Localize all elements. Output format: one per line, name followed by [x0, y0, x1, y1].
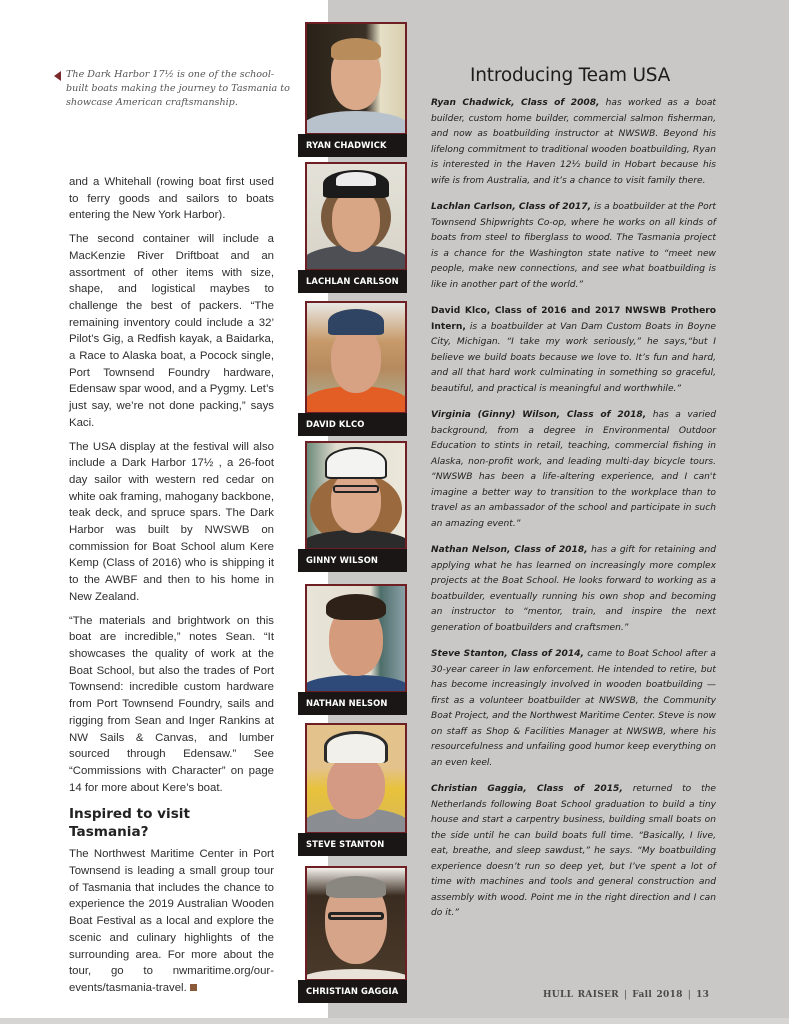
- folio-separator: |: [687, 990, 692, 1000]
- page-folio: [543, 990, 709, 1000]
- name-label-ryan-chadwick: RYAN CHADWICK: [298, 134, 407, 157]
- issue-date: Fall 2018: [632, 990, 683, 1000]
- bio-lead: Virginia (Ginny) Wilson, Class of 2018,: [431, 410, 647, 420]
- article-final-paragraph: [69, 846, 274, 996]
- caption-text: The Dark Harbor 17½ is one of the school-built boats making the journey to Tasmania to showcase American craftsmanship.: [66, 69, 290, 108]
- bio-text: has a varied background, from a degree in Environmental Outdoor Education to stints in retail, teaching, commercial fishing in Alaska, non-profit work, and leading multi-day bicycle tours. “NWSWB has been a life-altering experience, and I can't imagine a better way to transition to the workplace than to travel as an ambassador of the school and participate in such an amazing event.”: [431, 410, 716, 529]
- bio-ryan-chadwick: [431, 96, 716, 189]
- photo-ryan-chadwick: [305, 22, 407, 135]
- publication-name: HULL RAISER: [543, 990, 619, 1000]
- bio-text: has worked as a boat builder, custom home builder, commercial salmon fisherman, and now as boatbuilding instructor at NWSWB. Beyond his lifelong commitment to traditional wooden boatbuilding, Ryan is interested in the Haven 12½ build in Hobart because his wife is from Australia, and it’s a chance to visit family there.: [431, 98, 716, 186]
- bio-text: came to Boat School after a 30-year career in law enforcement. He intended to retire, but has become increasingly involved in wooden boatbuilding — first as a volunteer boatbuilder at NWSWB, the Community Boat Project, and the Northwest Maritime Center. Steve is now on staff as Shop & Facilities Manager at NWSWB, where his resourcefulness and unfailing good humor keep everything on an even keel.: [431, 649, 717, 768]
- article-paragraph: “The materials and brightwork on this boat are incredible,” notes Sean. “It showcases the quality of work at the Boat School, but also the trades of Port Townsend: incredible custom hardware from Port Townsend Foundry, sails and rigging from Sean and Inger Rankins at NW Sails & Canvas, and lumber sourced through Edensaw.” See “Commissions with Character” on page 14 for more about Kere’s boat.: [69, 614, 274, 794]
- photo-caption: [66, 68, 296, 110]
- name-label-nathan-nelson: NATHAN NELSON: [298, 692, 407, 715]
- bio-ginny-wilson: [431, 408, 716, 532]
- name-label-steve-stanton: STEVE STANTON: [298, 833, 407, 856]
- article-paragraph: The USA display at the festival will also include a Dark Harbor 17½ , a 26-foot day sailor with western red cedar on white oak framing, mahogany backbone, teak deck, and spruce spars. The Dark Harbor was built by NWSWB on commission for Boat School alum Kere Kemp (Class of 2016) who is shipping it to the AWBF and then to his home in New Zealand.: [69, 440, 274, 603]
- bio-text: has a gift for retaining and applying what he has learned on increasingly more complex projects at the Boat School. He looks forward to working as a boatbuilder, eventually running his own shop and becoming an instructor to “mentor, train, and inspire the next generation of boatbuilders and craftsmen.”: [431, 545, 716, 633]
- photo-lachlan-carlson: [305, 162, 407, 271]
- section-heading: Introducing Team USA: [470, 65, 671, 86]
- team-bios: [431, 96, 716, 933]
- bio-text: returned to the Netherlands following Boat School graduation to build a tiny house and start a carpentry business, building small boats on the side until he can build boats full time. “Basically, I live, eat, breathe, and sleep sawdust,” he says. “My boatbuilding experience doesn’t run so deep yet, but I’ve spent a lot of time with machines and tools and general construction and assembly with wood. Point me in the right direction and I can do it.”: [431, 784, 716, 918]
- bio-lead: Ryan Chadwick, Class of 2008,: [431, 98, 600, 108]
- article-paragraph: and a Whitehall (rowing boat first used to ferry goods and sailors to boats entering the New York Harbor).: [69, 176, 274, 222]
- subheading-tasmania: Inspired to visit Tasmania?: [69, 806, 190, 841]
- bio-steve-stanton: [431, 647, 716, 771]
- bio-lachlan-carlson: [431, 200, 716, 293]
- page-number: 13: [696, 990, 710, 1000]
- final-paragraph-text: The Northwest Maritime Center in Port Townsend is leading a small group tour of Tasmania that includes the chance to experience the 2019 Australian Wooden Boat Festival as a local and explore the scenic and culinary highlights of the surrounding area. For more about the tour, go to nwmaritime.org/our-events/tasmania-travel.: [69, 848, 274, 994]
- bio-lead: David Klco, Class of 2016 and 2017 NWSWB Prothero Intern,: [431, 306, 716, 332]
- bio-text: is a boatbuilder at the Port Townsend Shipwrights Co-op, where he works on all kinds of boats from steel to fiberglass to wood. The Tasmania project is a chance for the Washington state native to “meet new people, make new connections, and see what boatbuilding is like in another part of the world.”: [431, 202, 716, 290]
- caption-pointer-icon: [54, 71, 61, 81]
- bio-christian-gaggia: [431, 782, 716, 922]
- bio-lead: Nathan Nelson, Class of 2018,: [431, 545, 588, 555]
- folio-separator: |: [623, 990, 628, 1000]
- bio-lead: Steve Stanton, Class of 2014,: [431, 649, 584, 659]
- bio-text: is a boatbuilder at Van Dam Custom Boats in Boyne City, Michigan. “I take my work seriously,” he says,“but I believe we build boats because we love to. It’s fun and hard, and all that hard work culminating in something so graceful, beautiful, and practical is meaningful and worthwhile.”: [431, 321, 716, 394]
- name-label-ginny-wilson: GINNY WILSON: [298, 549, 407, 572]
- page-bottom-edge: [0, 1018, 789, 1024]
- photo-ginny-wilson: [305, 441, 407, 550]
- bio-nathan-nelson: [431, 543, 716, 636]
- photo-nathan-nelson: [305, 584, 407, 693]
- name-label-christian-gaggia: CHRISTIAN GAGGIA: [298, 980, 407, 1003]
- photo-steve-stanton: [305, 723, 407, 834]
- article-paragraph: The second container will include a MacKenzie River Driftboat and an assortment of other items with size, shape, and logistical maybes to challenge the best of packers. “The remaining inventory could include a 32’ Pilot’s Gig, a Redfish kayak, a Baidarka, a Race to Alaska boat, a Pocock single, Port Townsend Foundry hardware, Edensaw spar wood, and a Pygmy. Let’s just say, we’re not done packing,” says Kaci.: [69, 233, 274, 429]
- photo-christian-gaggia: [305, 866, 407, 981]
- name-label-lachlan-carlson: LACHLAN CARLSON: [298, 270, 407, 293]
- bio-david-klco: [431, 304, 716, 397]
- bio-lead: Christian Gaggia, Class of 2015,: [431, 784, 623, 794]
- name-label-david-klco: DAVID KLCO: [298, 413, 407, 436]
- photo-david-klco: [305, 301, 407, 414]
- bio-lead: Lachlan Carlson, Class of 2017,: [431, 202, 592, 212]
- end-of-article-mark-icon: [190, 984, 197, 991]
- article-left-column: [69, 174, 274, 1004]
